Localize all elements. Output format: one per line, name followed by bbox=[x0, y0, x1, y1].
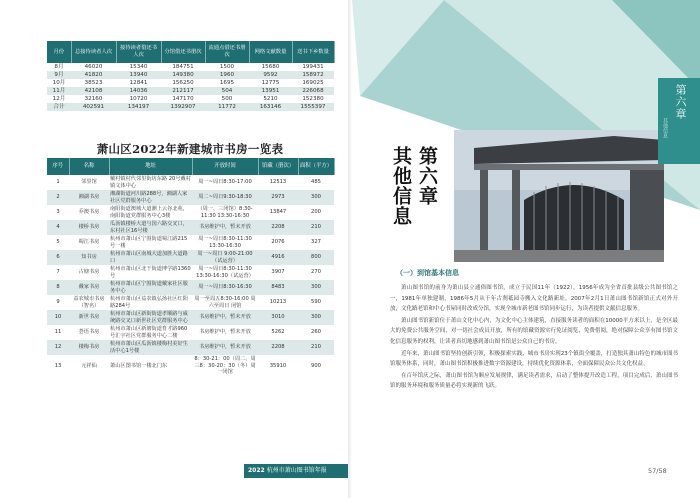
table-cell: 周一至周五8:30-16:00 周六至周日 闭馆 bbox=[192, 295, 258, 310]
table-cell: 杭州市萧山区瓜沥镇楼梅村美好生活中心1号楼 bbox=[109, 340, 192, 355]
table-cell: 3907 bbox=[258, 265, 298, 280]
table-cell: 184751 bbox=[161, 63, 205, 71]
table-row bbox=[47, 220, 334, 235]
table-cell: 6 bbox=[47, 250, 69, 265]
table-row bbox=[47, 79, 334, 87]
table-cell: 杭州市萧山区益农镇弘扬社区红阳路284号 bbox=[109, 295, 192, 310]
table-cell: 327 bbox=[298, 235, 334, 250]
table-cell: 荟语书房 bbox=[69, 325, 109, 340]
table-cell: 4 bbox=[47, 220, 69, 235]
table-cell: 500 bbox=[205, 95, 249, 103]
chapter-heading bbox=[380, 146, 440, 246]
table-cell: 10213 bbox=[258, 295, 298, 310]
table-cell: 504 bbox=[205, 87, 249, 95]
table-row bbox=[47, 325, 334, 340]
bookstore-table-body bbox=[47, 175, 334, 377]
table-cell: 杭州市萧山区南城大道加胜大道路口 bbox=[109, 250, 192, 265]
table-cell: 158972 bbox=[292, 71, 334, 79]
column-header: 接待读者借还书人次 bbox=[116, 41, 161, 63]
column-header: 总接待读者人次 bbox=[71, 41, 116, 63]
table-cell: 800 bbox=[298, 250, 334, 265]
table-cell: 邻里馆 bbox=[69, 175, 109, 190]
table-cell: 1392907 bbox=[161, 103, 205, 111]
table-cell: 3010 bbox=[258, 310, 298, 325]
table-cell: 10720 bbox=[116, 95, 161, 103]
table-cell: 萧山区图书馆一楼北门东 bbox=[109, 355, 192, 377]
table-cell: 合计 bbox=[47, 103, 71, 111]
table-cell: 杭州市萧山区宁围街道蜀江路215号一楼 bbox=[109, 235, 192, 250]
body-paragraph-4: 在百年馆庆之际，萧山图书馆为顺应发展规律，满足读者需求，启动了整体提升改造工程，项目完成后，萧山图书馆的服务环境和服务质量必将实现新的飞跃。 bbox=[390, 372, 678, 390]
section-body bbox=[390, 283, 678, 393]
body-paragraph-1: 萧山图书馆的前身为萧山县立通俗图书馆，成立于民国11年（1922）。1956年成为全省首批县级公共图书馆之一，1981年单独建制，1986年5月从千年古刹祗园寺搬入文化路新址。2007年2月1日萧山图书馆新馆正式对外开放，文化路老馆和中心书屋同时改成分馆，实现全城市新老图书馆同步运行，为读者提供文献信息服务。 bbox=[390, 285, 678, 313]
table-cell: 杭州市萧山区新街街道孝顺路与威统路交叉口新世社区党群服务中心 bbox=[109, 310, 192, 325]
column-header: 面积（平方） bbox=[298, 158, 334, 175]
column-header: 名称 bbox=[69, 158, 109, 175]
bookstore-table bbox=[47, 158, 335, 377]
table-cell: 周二~周日9:30-18:30 bbox=[192, 190, 258, 205]
table-cell: 260 bbox=[298, 325, 334, 340]
column-header: 开放时间 bbox=[192, 158, 258, 175]
table-cell: 古塘书房 bbox=[69, 265, 109, 280]
table-cell: 163146 bbox=[249, 103, 292, 111]
table-cell: （周一、三闭馆）8:30-11:30 13:30-16:30 bbox=[192, 205, 258, 220]
column-header: 馆藏（册次） bbox=[258, 158, 298, 175]
table-cell: 2208 bbox=[258, 220, 298, 235]
table-cell: 2208 bbox=[258, 340, 298, 355]
table-cell: 9月 bbox=[47, 71, 71, 79]
table-cell: 402591 bbox=[71, 103, 116, 111]
table-cell: 42108 bbox=[71, 87, 116, 95]
table-cell: 152380 bbox=[292, 95, 334, 103]
table-cell: 46020 bbox=[71, 63, 116, 71]
table-cell: 12775 bbox=[249, 79, 292, 87]
table-cell: 300 bbox=[298, 190, 334, 205]
section-heading: （一）到馆基本信息 bbox=[396, 269, 459, 277]
column-header: 送书下乡数量 bbox=[292, 41, 334, 63]
table-cell: 13847 bbox=[258, 205, 298, 220]
table-row bbox=[47, 190, 334, 205]
table-cell: 11772 bbox=[205, 103, 249, 111]
table-cell: 12513 bbox=[258, 175, 298, 190]
table-row bbox=[47, 250, 334, 265]
column-header: 分馆借还书册次 bbox=[161, 41, 205, 63]
table-cell: 3 bbox=[47, 205, 69, 220]
monthly-table-body bbox=[47, 63, 334, 111]
table-cell: 南阳街道澳城大道潮上云谷北苑，南阳街道党群服务中心3楼 bbox=[109, 205, 192, 220]
table-cell: 楼梅书房 bbox=[69, 340, 109, 355]
table-cell: 湘湖书房 bbox=[69, 190, 109, 205]
table-cell: 杭州市萧山区新塘街道育才路960号汇宇社区党群服务中心二楼 bbox=[109, 325, 192, 340]
page-number: 57/58 bbox=[648, 467, 667, 475]
table-cell: 元祥仙 bbox=[69, 355, 109, 377]
table-cell: 14036 bbox=[116, 87, 161, 95]
table-cell: 13951 bbox=[249, 87, 292, 95]
table-cell: 485 bbox=[298, 175, 334, 190]
table-cell: 11 bbox=[47, 325, 69, 340]
table-cell: 9592 bbox=[249, 71, 292, 79]
table-row bbox=[47, 295, 334, 310]
table-cell: 15680 bbox=[249, 63, 292, 71]
table-cell: 156250 bbox=[161, 79, 205, 87]
table-row bbox=[47, 95, 334, 103]
table-cell: 13 bbox=[47, 355, 69, 377]
table-cell: 周一~周日 9:00-21:00（试运营） bbox=[192, 250, 258, 265]
table-cell: 270 bbox=[298, 265, 334, 280]
table-cell: 210 bbox=[298, 220, 334, 235]
column-header: 网络文献数量 bbox=[249, 41, 292, 63]
table-cell: 15340 bbox=[116, 63, 161, 71]
table-cell: 38523 bbox=[71, 79, 116, 87]
table-row bbox=[47, 235, 334, 250]
table-cell: 1695 bbox=[205, 79, 249, 87]
table-cell: 周一~周日8:30-17:00 bbox=[192, 175, 258, 190]
table-cell: 300 bbox=[298, 280, 334, 295]
table-cell: 杭州市萧山区宁围街道戴家社区服务中心 bbox=[109, 280, 192, 295]
table-cell: 8：30-21：00（周二、周三8：30-20：30（冬）周一闭馆 bbox=[192, 355, 258, 377]
table-cell: 新世书房 bbox=[69, 310, 109, 325]
table-cell: 35910 bbox=[258, 355, 298, 377]
column-header: 地址 bbox=[109, 158, 192, 175]
footer-label: 杭州市萧山图书馆年报 bbox=[266, 467, 327, 474]
bookstore-table-title: 萧山区2022年新建城市书房一览表 bbox=[96, 142, 284, 156]
table-row bbox=[47, 87, 334, 95]
table-cell: 149380 bbox=[161, 71, 205, 79]
table-cell: 5 bbox=[47, 235, 69, 250]
table-cell: 10 bbox=[47, 310, 69, 325]
table-cell: 200 bbox=[298, 205, 334, 220]
table-cell: 212117 bbox=[161, 87, 205, 95]
table-cell: 楼桥书房 bbox=[69, 220, 109, 235]
table-cell: 10月 bbox=[47, 79, 71, 87]
table-cell: 书房维护中，暂未开放 bbox=[192, 220, 258, 235]
table-cell: 41820 bbox=[71, 71, 116, 79]
table-row bbox=[47, 280, 334, 295]
table-cell: 5262 bbox=[258, 325, 298, 340]
table-cell: 乔澳书房 bbox=[69, 205, 109, 220]
table-cell: 2076 bbox=[258, 235, 298, 250]
table-cell: 1500 bbox=[205, 63, 249, 71]
column-header: 流通点借还书册次 bbox=[205, 41, 249, 63]
column-header: 序号 bbox=[47, 158, 69, 175]
monthly-table-header-row bbox=[47, 41, 334, 63]
table-cell: 7 bbox=[47, 265, 69, 280]
table-row bbox=[47, 205, 334, 220]
table-row bbox=[47, 265, 334, 280]
table-cell: 益农城市书房（智名） bbox=[69, 295, 109, 310]
table-cell: 蜀江书房 bbox=[69, 235, 109, 250]
table-cell: 2 bbox=[47, 190, 69, 205]
table-cell: 5210 bbox=[249, 95, 292, 103]
table-cell: 周一~周日8:30-11:30 13:30-16:30 bbox=[192, 235, 258, 250]
table-cell: 32160 bbox=[71, 95, 116, 103]
library-building-photo bbox=[454, 130, 664, 262]
table-cell: 12 bbox=[47, 340, 69, 355]
table-cell: 书房维护中，暂未开放 bbox=[192, 325, 258, 340]
table-cell: 2973 bbox=[258, 190, 298, 205]
table-row bbox=[47, 340, 334, 355]
bookstore-table-header-row bbox=[47, 158, 334, 175]
table-cell: 知书房 bbox=[69, 250, 109, 265]
left-page-footer bbox=[244, 464, 348, 478]
side-tab-subtitle: 其他信息 bbox=[662, 118, 668, 138]
right-page bbox=[352, 0, 700, 498]
table-cell: 300 bbox=[298, 310, 334, 325]
table-cell: 199431 bbox=[292, 63, 334, 71]
table-cell: 书房维护中，暂未开放 bbox=[192, 310, 258, 325]
table-cell: 1555397 bbox=[292, 103, 334, 111]
table-cell: 湘湖街道河川路288号，湘湖人家社区党群服务中心 bbox=[109, 190, 192, 205]
table-cell: 周一~周日8:30-16:30 bbox=[192, 280, 258, 295]
column-header: 月份 bbox=[47, 41, 71, 63]
table-cell: 147170 bbox=[161, 95, 205, 103]
table-row bbox=[47, 355, 334, 377]
table-cell: 11月 bbox=[47, 87, 71, 95]
table-row bbox=[47, 175, 334, 190]
table-cell: 8483 bbox=[258, 280, 298, 295]
table-cell: 瓜沥镇楼桥大道与国六路交叉口，东村社区16号楼 bbox=[109, 220, 192, 235]
table-cell: 13940 bbox=[116, 71, 161, 79]
table-cell: 226068 bbox=[292, 87, 334, 95]
table-cell: 169025 bbox=[292, 79, 334, 87]
table-cell: 戴家书房 bbox=[69, 280, 109, 295]
footer-year: 2022 bbox=[248, 467, 265, 474]
chapter-number: 第六章 bbox=[416, 146, 438, 206]
table-cell: 书房维护中，暂未开放 bbox=[192, 340, 258, 355]
table-cell: 杭州市萧山区北干街道博学路1360号 bbox=[110, 266, 191, 279]
body-paragraph-3: 近年来，萧山图书馆坚持创新引领，积极探索实践，城市书房实现23个镇街全覆盖，打造独具萧山特色的城市图书馆服务体系，同时，萧山图书馆积极推进数字资源建设，持续优化资源体系，全面保障民众公共文化权益。 bbox=[390, 350, 678, 368]
table-cell: 8 bbox=[47, 280, 69, 295]
table-row bbox=[47, 103, 334, 111]
table-cell: 12月 bbox=[47, 95, 71, 103]
chapter-side-tab bbox=[658, 78, 700, 164]
table-row bbox=[47, 71, 334, 79]
monthly-statistics-table bbox=[47, 41, 335, 111]
table-row bbox=[47, 310, 334, 325]
table-cell: 134197 bbox=[116, 103, 161, 111]
table-cell: 590 bbox=[298, 295, 334, 310]
table-cell: 12841 bbox=[116, 79, 161, 87]
left-page bbox=[0, 0, 348, 498]
side-tab-number: 第六章 bbox=[674, 84, 687, 120]
table-cell: 9 bbox=[47, 295, 69, 310]
table-cell: 周一~周日8:30-11:30 13:30-16:30（试运营） bbox=[192, 265, 258, 280]
chapter-title: 其他信息 bbox=[390, 146, 412, 226]
body-paragraph-2: 萧山图书馆新馆位于萧山文化中心内，为文化中心主体建筑，直接服务读者的面积在10000平方米以上，是全区最大的免费公共服务空间，对一切社会成员开放，所有的馆藏资源实行免证阅览、免费借阅，绝对保障公众享有图书馆文化信息服务的权利，让读者真切地感到萧山图书馆是公众自己的书房。 bbox=[390, 317, 678, 345]
table-cell: 900 bbox=[298, 355, 334, 377]
table-cell: 1960 bbox=[205, 71, 249, 79]
table-cell: 8月 bbox=[47, 63, 71, 71]
table-cell: 210 bbox=[298, 340, 334, 355]
table-cell: 1 bbox=[47, 175, 69, 190]
table-row bbox=[47, 63, 334, 71]
table-cell: 戴村镇村代邻里街坊东路 20号戴村镇文体中心 bbox=[110, 176, 191, 189]
table-cell: 4916 bbox=[258, 250, 298, 265]
